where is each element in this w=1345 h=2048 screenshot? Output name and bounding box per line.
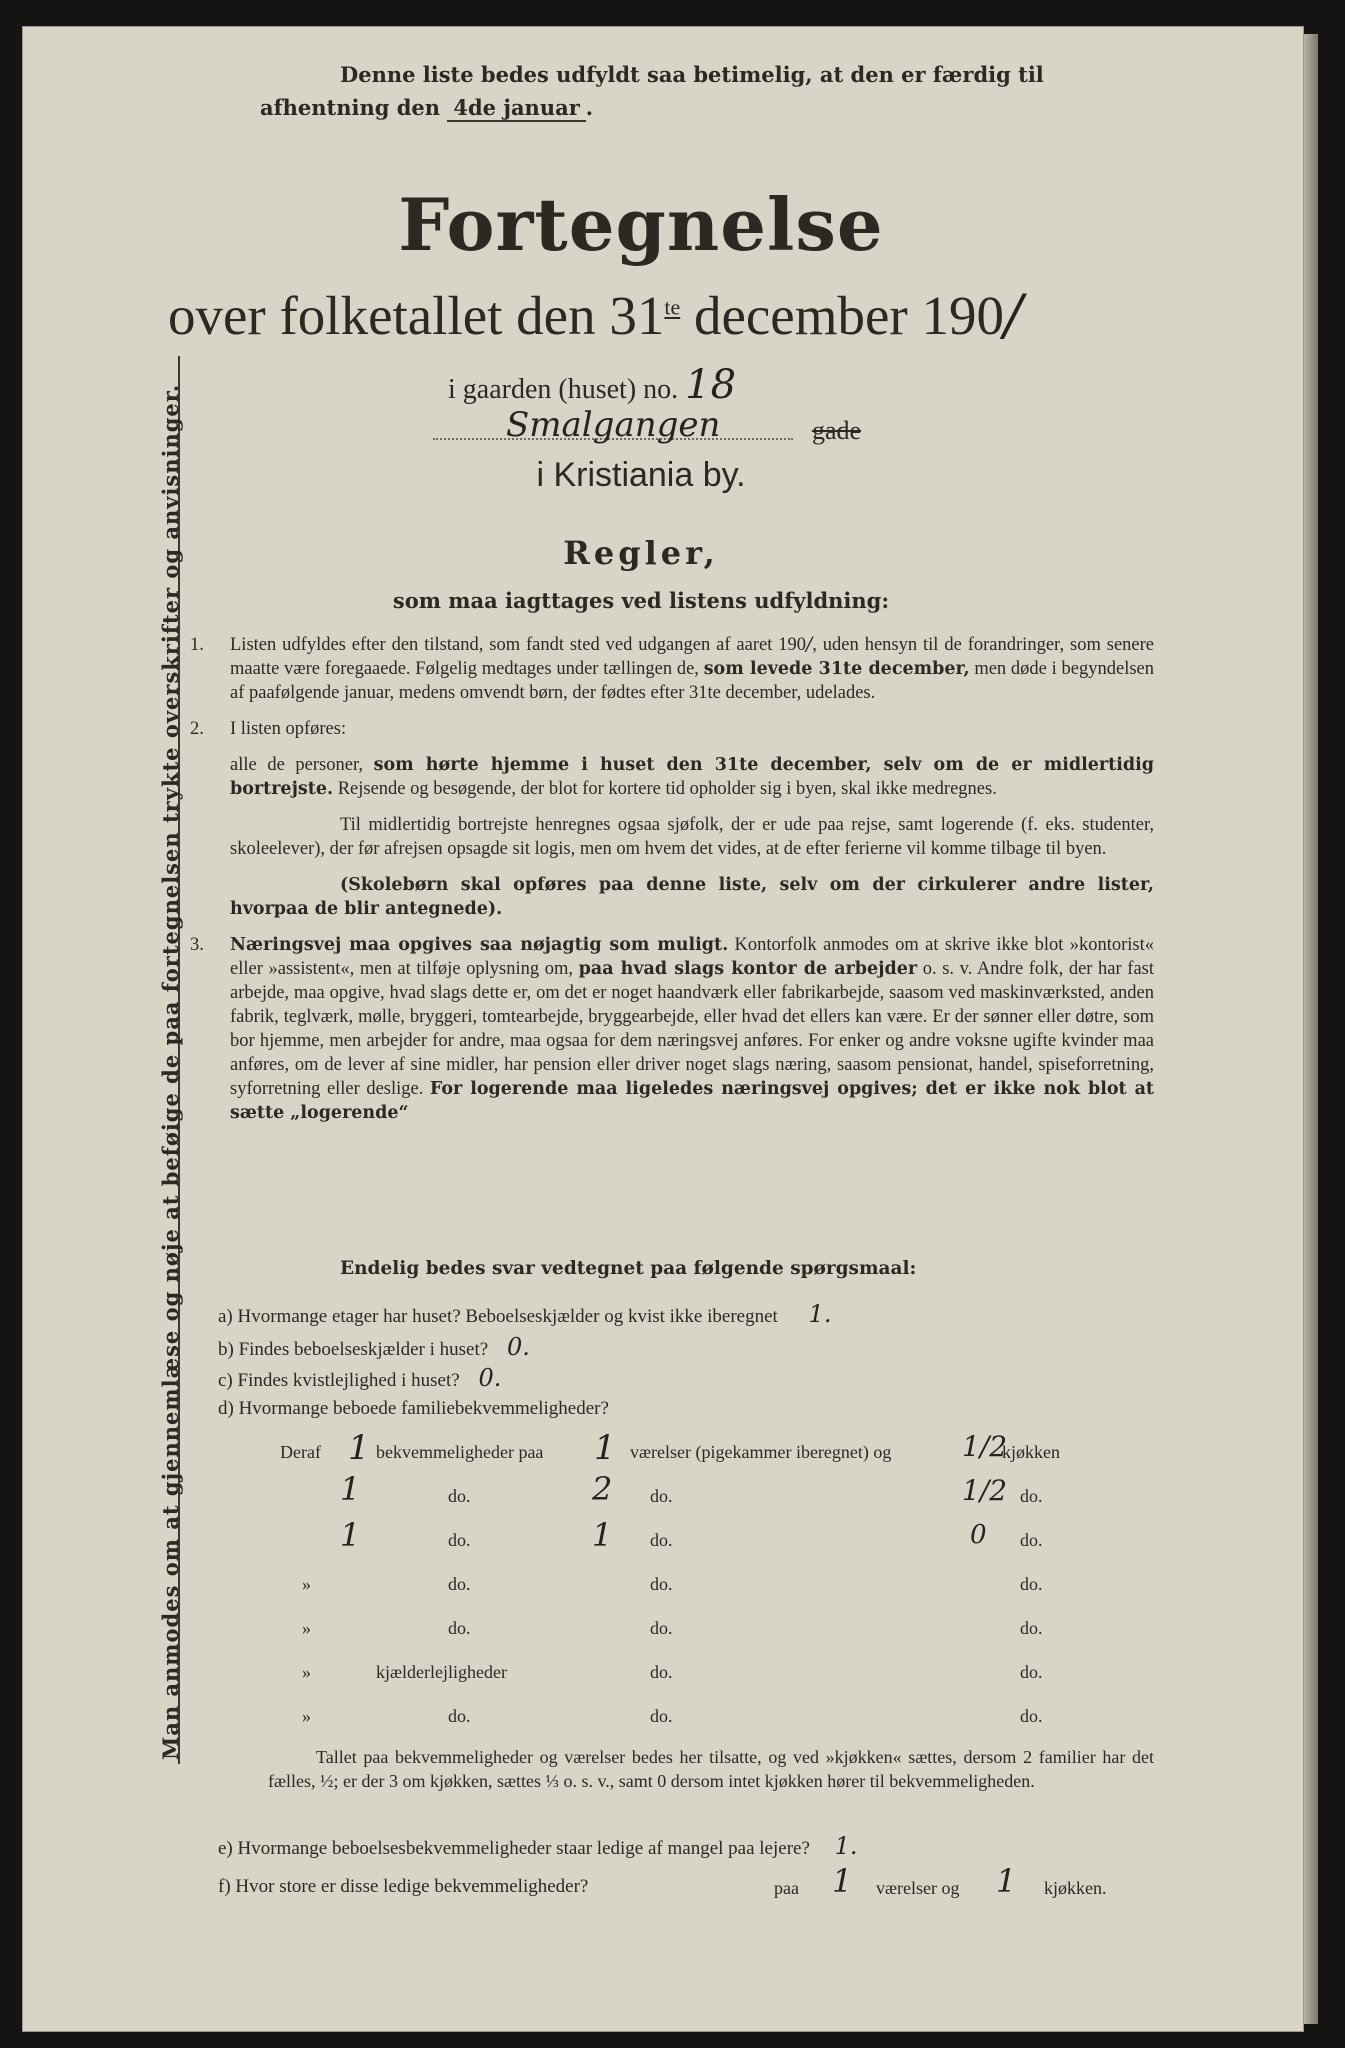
question-f-text: f) Hvor store er disse ledige bekvemmeligheder?: [218, 1876, 589, 1897]
row7-quote: »: [302, 1706, 311, 1726]
table-header-kjokken: kjøkken: [1002, 1442, 1060, 1462]
row1-rooms: 1: [594, 1428, 616, 1468]
subtitle-text: over folketallet den 31: [168, 285, 665, 346]
rule-3-bold2: paa hvad slags kontor de arbejder: [578, 959, 918, 979]
table-deraf: Deraf: [280, 1442, 321, 1462]
question-c-answer: 0.: [478, 1364, 502, 1392]
rule-3-bold: Næringsvej maa opgives saa nøjagtig som muligt.: [230, 935, 729, 955]
row1-kitchen: 1/2: [962, 1430, 1008, 1463]
rule-3-bold3: For logerende maa ligeledes næringsvej opgives; det er ikke nok blot at sætte „logerende“: [230, 1079, 1155, 1123]
row5-quote: »: [302, 1618, 311, 1638]
question-e-answer: 1.: [834, 1832, 858, 1860]
row7-do-1: do.: [448, 1706, 471, 1726]
rule-2-number: 2.: [190, 719, 204, 739]
row4-do-1: do.: [448, 1574, 471, 1594]
house-number-line: [448, 362, 736, 408]
question-f-rooms: 1: [832, 1862, 853, 1900]
notice-line1: Denne liste bedes udfyldt saa betimelig, at den er færdig til: [340, 62, 1044, 87]
question-f-kjokken: kjøkken.: [1044, 1878, 1107, 1898]
row7-do-2: do.: [650, 1706, 673, 1726]
rule-1: [190, 633, 1155, 705]
subtitle-month: december 190: [693, 285, 1004, 346]
rule-2: [190, 717, 1154, 921]
question-a: [218, 1300, 831, 1328]
rule-2-text-b: Rejsende og besøgende, der blot for kortere tid opholder sig i byen, skal ikke medregnes.: [337, 779, 997, 799]
rule-1-text-b: , uden hensyn til de forandringer, som senere maatte være foregaaede. Følgelig medtages under tællingen de,: [230, 635, 1155, 679]
house-label: i gaarden (huset) no.: [448, 374, 679, 405]
rule-2-bold: som hørte hjemme i huset den 31te december, selv om de er midlertidig bortrejste.: [230, 755, 1154, 799]
rules-body: [190, 633, 1155, 1137]
row1-count: 1: [348, 1428, 370, 1468]
rule-3-number: 3.: [190, 935, 204, 955]
row3-rooms: 1: [592, 1516, 613, 1554]
rule-3: [190, 933, 1155, 1125]
row3-do-1: do.: [448, 1530, 471, 1550]
row7-do-3: do.: [1020, 1706, 1043, 1726]
rule-1-number: 1.: [190, 635, 204, 655]
row2-do-3: do.: [1020, 1486, 1043, 1506]
rule-1-year: /: [806, 634, 813, 655]
question-a-text: a) Hvormange etager har huset? Beboelseskjælder og kvist ikke iberegnet: [218, 1306, 778, 1327]
row6-quote: »: [302, 1662, 311, 1682]
house-number: 18: [685, 362, 737, 408]
row3-count: 1: [340, 1516, 361, 1554]
row4-do-2: do.: [650, 1574, 673, 1594]
rule-1-text-c: men døde i begyndelsen af paafølgende januar, medens omvendt børn, der fødtes efter 31te december, udelades.: [230, 659, 1155, 703]
rule-1-bold: som levede 31te december,: [703, 659, 970, 679]
question-a-answer: 1.: [808, 1300, 832, 1328]
rule-1-text-a: Listen udfyldes efter den tilstand, som fandt sted ved udgangen af aaret 190: [230, 635, 807, 655]
table-header-vaerelser: værelser (pigekammer iberegnet) og: [630, 1442, 892, 1462]
rule-2-para3: (Skolebørn skal opføres paa denne liste, selv om der cirkulerer andre lister, hvorpaa de blir antegnede).: [230, 875, 1154, 919]
footer-note: Tallet paa bekvemmeligheder og værelser bedes her tilsatte, og ved »kjøkken« sættes, dersom 2 familier har det fælles, ½; er der 3 om kjøkken, sættes ⅓ o. s. v., samt 0 dersom intet kjøkken hører til bekvemmeligheden.: [268, 1747, 1154, 1791]
subtitle-sup: te: [664, 294, 681, 320]
row2-do-2: do.: [650, 1486, 673, 1506]
row6-do-3: do.: [1020, 1662, 1043, 1682]
page-subtitle: [168, 283, 1023, 347]
rule-3-text-b: o. s. v. Andre folk, der har fast arbejde, maa opgive, hvad slags dette er, om det er noget haandværk eller fabrikarbejde, saasom ved maskinværksted, anden fabrik, teglværk, mølle, bryggeri, tomtearbejde, bryggearbejde, eller hvad det ellers kan være. Er der sønner eller døtre, som bor hjemme, men arbejder for andre, maa ogsaa for dem næringsvej anføres. For enker og andre voksne ugifte kvinder maa anføres, om de lever af sine midler, har pension eller driver noget slags næring, saasom pensionat, handel, spiseforretning, syforretning eller deslige.: [230, 959, 1155, 1099]
page-title: Fortegnelse: [398, 182, 884, 267]
question-f-paa: paa: [774, 1878, 799, 1898]
row6-kjaelder: kjælderlejligheder: [376, 1662, 507, 1682]
city: i Kristiania by.: [536, 456, 746, 494]
notice-date: 4de januar: [447, 95, 585, 122]
rule-2-head: I listen opføres:: [230, 719, 347, 739]
margin-instruction: Man anmodes om at gjennemlæse og nøje at beføige de paa fortegnelsen trykte overskrifter og anvisninger.: [158, 383, 183, 1760]
street-name: Smalgangen: [506, 405, 721, 445]
rules-subtitle: som maa iagttages ved listens udfyldning:: [392, 588, 890, 613]
street-suffix: gade: [812, 416, 862, 445]
rule-2-text-a: alle de personer,: [230, 755, 364, 775]
table-header-bekv: bekvemmeligheder paa: [376, 1442, 544, 1462]
notice: Denne liste bedes udfyldt saa betimelig, at den er færdig til afhentning den 4de januar .: [260, 62, 1044, 120]
question-c-text: c) Findes kvistlejlighed i huset?: [218, 1370, 460, 1391]
question-f-vaerelser: værelser og: [876, 1878, 960, 1898]
rules-title: Regler,: [563, 534, 719, 572]
question-f-kitchens: 1: [996, 1862, 1017, 1900]
row5-do-3: do.: [1020, 1618, 1043, 1638]
row5-do-1: do.: [448, 1618, 471, 1638]
row4-quote: »: [302, 1574, 311, 1594]
question-b-text: b) Findes beboelseskjælder i huset?: [218, 1339, 489, 1360]
question-e-text: e) Hvormange beboelsesbekvemmeligheder staar ledige af mangel paa lejere?: [218, 1838, 810, 1859]
question-f: [218, 1876, 588, 1898]
row2-do-1: do.: [448, 1486, 471, 1506]
question-b-answer: 0.: [506, 1333, 530, 1361]
row2-kitchen: 1/2: [962, 1474, 1008, 1507]
row6-do-2: do.: [650, 1662, 673, 1682]
row2-count: 1: [340, 1470, 361, 1508]
subtitle-year-handwritten: /: [1003, 283, 1023, 347]
question-d: d) Hvormange beboede familiebekvemmeligheder?: [218, 1398, 609, 1419]
row3-kitchen: 0: [970, 1520, 987, 1550]
row3-do-2: do.: [650, 1530, 673, 1550]
rule-2-para2: Til midlertidig bortrejste henregnes ogsaa sjøfolk, der er ude paa rejse, samt logerende (f. eks. studenter, skoleelever), der før afrejsen opsagde sit logis, men om hvem det vides, at de efter ferierne vil komme tilbage til byen.: [230, 815, 1154, 859]
row2-rooms: 2: [592, 1470, 613, 1508]
question-c: [218, 1364, 501, 1392]
questions-intro: Endelig bedes svar vedtegnet paa følgende spørgsmaal:: [340, 1258, 917, 1279]
rule-3-text-a: Kontorfolk anmodes om at skrive ikke blot »kontorist« eller »assistent«, men at tilføje oplysning om,: [230, 935, 1154, 979]
notice-line2: afhentning den: [260, 95, 441, 120]
question-b: [218, 1333, 530, 1361]
question-e: [218, 1832, 858, 1860]
row4-do-3: do.: [1020, 1574, 1043, 1594]
row5-do-2: do.: [650, 1618, 673, 1638]
row3-do-3: do.: [1020, 1530, 1043, 1550]
